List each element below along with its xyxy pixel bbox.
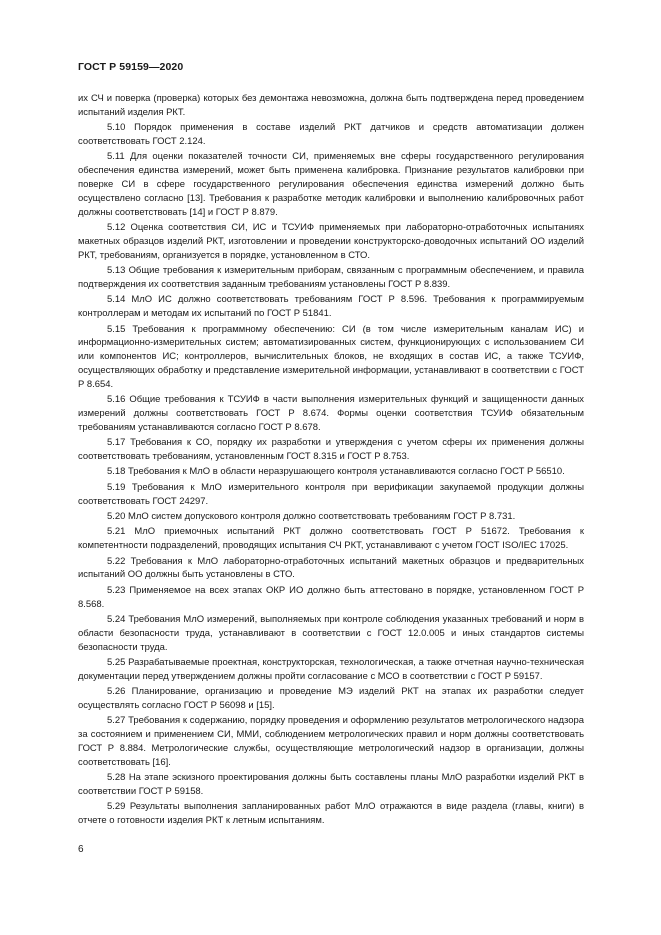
paragraph-5-25: 5.25 Разрабатываемые проектная, конструкторская, технологическая, а также отчетная научно-техническая документации перед утверждением должны пройти согласование с МСО в соответствии с ГОСТ Р 59157. <box>78 656 584 682</box>
paragraph-5-24: 5.24 Требования МлО измерений, выполняемых при контроле соблюдения указанных требований и норм в области безопасности труда, устанавливают в соответствии с ГОСТ 12.0.005 и иных стандартов системы безопасности труда. <box>78 613 584 653</box>
paragraph-5-11: 5.11 Для оценки показателей точности СИ, применяемых вне сферы государственного регулирования обеспечения единства измерений, может быть применена калибровка. Признание результатов калибровки при поверке СИ в сфере государственного регулирования обеспечения единства измерений должно быть осуществлено согласно [13]. Требования к разработке методик калибровки и выполнению калибровочных работ должны соответствовать [14] и ГОСТ Р 8.879. <box>78 151 584 218</box>
paragraph-5-14: 5.14 МлО ИС должно соответствовать требованиям ГОСТ Р 8.596. Требования к программируемым контроллерам и методам их испытаний по ГОСТ Р 51841. <box>78 294 584 320</box>
paragraph-continuation: их СЧ и поверка (проверка) которых без демонтажа невозможна, должна быть подтверждена перед проведением испытаний изделия РКТ. <box>78 93 584 118</box>
paragraph-5-13: 5.13 Общие требования к измерительным приборам, связанным с программным обеспечением, и правила подтверждения их соответствия заданным требованиям установлены ГОСТ Р 8.839. <box>78 265 584 290</box>
paragraph-5-29: 5.29 Результаты выполнения запланированных работ МлО отражаются в виде раздела (главы, книги) в отчете о готовности изделия РКТ к летным испытаниям. <box>78 801 584 827</box>
paragraph-5-23: 5.23 Применяемое на всех этапах ОКР ИО должно быть аттестовано в порядке, установленном ГОСТ Р 8.568. <box>78 584 584 610</box>
paragraph-5-27: 5.27 Требования к содержанию, порядку проведения и оформлению результатов метрологического надзора за состоянием и применением СИ, ММИ, соблюдением метрологических правил и норм должны соответствовать ГОСТ Р 8.884. Метрологические службы, осуществляющие метрологический надзор в организации, должны соответствовать [16]. <box>78 715 584 768</box>
paragraph-5-26: 5.26 Планирование, организацию и проведение МЭ изделий РКТ на этапах их разработки следует осуществлять согласно ГОСТ Р 56098 и [15]. <box>78 686 584 711</box>
page-number: 6 <box>78 844 84 855</box>
paragraph-5-16: 5.16 Общие требования к ТСУИФ в части выполнения измерительных функций и защищенности данных измерений должны соответствовать ГОСТ Р 8.674. Формы оценки соответствия ТСУИФ обязательным требованиям устанавливаются согласно ГОСТ Р 8.678. <box>78 394 584 433</box>
paragraph-5-17: 5.17 Требования к СО, порядку их разработки и утверждения с учетом сферы их применения должны соответствовать требованиям, установленным ГОСТ 8.315 и ГОСТ Р 8.753. <box>78 437 584 463</box>
paragraph-5-10: 5.10 Порядок применения в составе изделий РКТ датчиков и средств автоматизации должен соответствовать ГОСТ 2.124. <box>78 122 584 148</box>
paragraph-5-12: 5.12 Оценка соответствия СИ, ИС и ТСУИФ применяемых при лабораторно-отработочных испытаниях макетных образцов изделий РКТ, изготовлении и проведении конструкторско-доводочных испытаний ОО изделий РКТ, требованиям, организуется в порядке, установленном в СТО. <box>78 222 584 261</box>
paragraph-5-19: 5.19 Требования к МлО измерительного контроля при верификации закупаемой продукции должны соответствовать ГОСТ 24297. <box>78 481 584 507</box>
paragraph-5-15: 5.15 Требования к программному обеспечению: СИ (в том числе измерительным каналам ИС) и информационно-измерительных систем; автоматизированных систем, функционирующих с использованием СИ или компонентов ИС; контроллеров, вычислительных блоков, не входящих в состав ИС, а также ТСУИФ, осуществляющих обработку и представление измерительной информации, устанавливают в соответствии с ГОСТ Р 8.654. <box>78 323 584 390</box>
paragraph-5-20: 5.20 МлО систем допускового контроля должно соответствовать требованиям ГОСТ Р 8.731. <box>107 510 516 522</box>
document-header-standard-id: ГОСТ Р 59159—2020 <box>78 61 184 73</box>
document-body <box>78 92 584 830</box>
paragraph-5-18: 5.18 Требования к МлО в области неразрушающего контроля устанавливаются согласно ГОСТ Р 56510. <box>107 466 565 478</box>
paragraph-5-28: 5.28 На этапе эскизного проектирования должны быть составлены планы МлО разработки изделий РКТ в соответствии ГОСТ Р 59158. <box>78 772 584 797</box>
paragraph-5-21: 5.21 МлО приемочных испытаний РКТ должно соответствовать ГОСТ Р 51672. Требования к компетентности подразделений, проводящих испытания СЧ РКТ, устанавливают с учетом ГОСТ ISO/IEC 17025. <box>78 526 584 552</box>
paragraph-5-22: 5.22 Требования к МлО лабораторно-отработочных испытаний макетных образцов и предварительных испытаний ОО должны быть установлены в СТО. <box>78 555 584 581</box>
